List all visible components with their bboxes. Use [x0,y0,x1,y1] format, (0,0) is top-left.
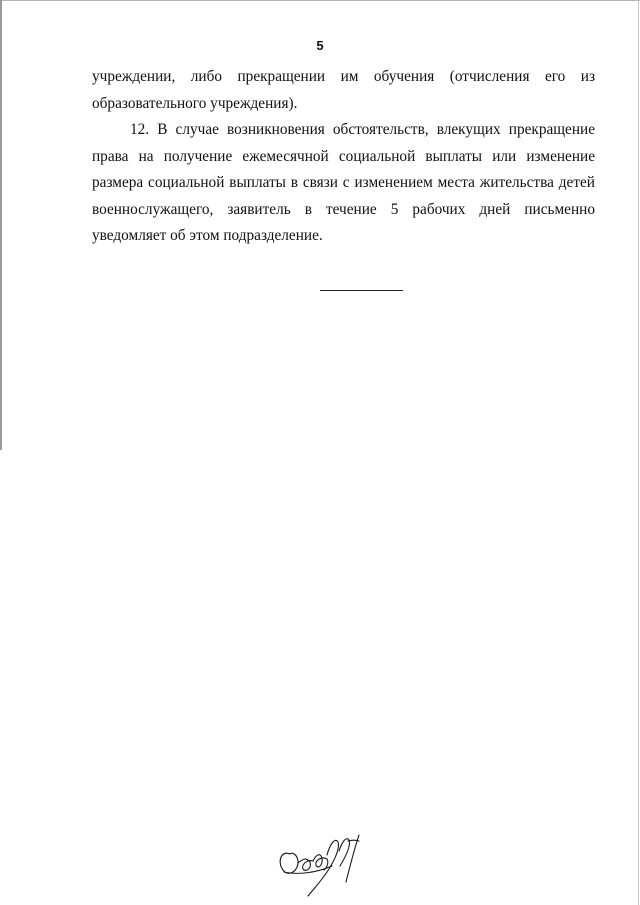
text-line-1: учреждении, либо прекращении им обучения (отчисления его из [92,68,595,85]
paragraph-12-line-1: 12. В случае возникновения обстоятельств, влекущих прекращение [130,121,595,138]
paragraph-12-line-4: военнослужащего, заявитель в течение 5 рабочих дней письменно [92,200,595,218]
handwritten-signature-icon [272,828,372,900]
page-number: 5 [316,38,324,53]
paragraph-12-line-2: права на получение ежемесячной социальной выплаты или изменение [92,147,595,165]
paragraph-12-line-3: размера социальной выплаты в связи с изменением места жительства детей [92,174,595,191]
end-of-text-rule [320,290,403,291]
scan-edge-top [0,0,640,1]
document-body [92,64,595,250]
scan-edge-left [0,0,2,450]
paragraph-12-line-5: уведомляет об этом подразделение. [92,227,323,244]
scan-edge-right [638,0,639,905]
text-line-2: образовательного учреждения). [92,94,298,112]
